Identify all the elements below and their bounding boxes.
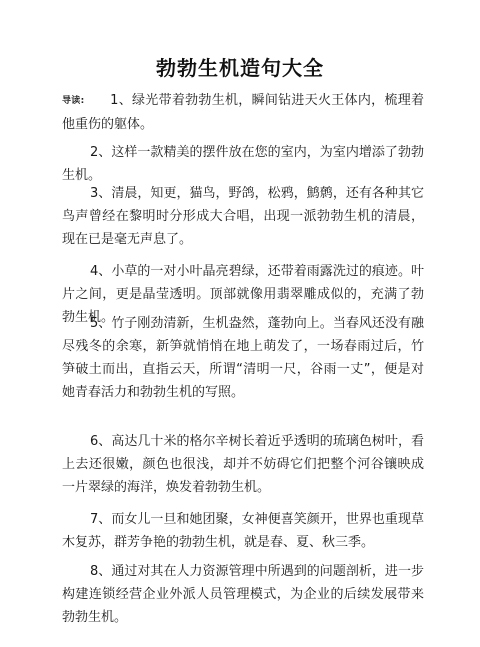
paragraph-3	[62, 182, 424, 251]
paragraph-1	[62, 89, 424, 136]
paragraph-5	[62, 312, 424, 404]
paragraph-1-text: 1、绿光带着勃勃生机，瞬间钻进天火王体内，梳理着他重伤的躯体。	[62, 93, 424, 132]
paragraph-7-text: 7、而女儿一旦和她团聚，女神便喜笑颜开，世界也重现草木复苏，群芳争艳的勃勃生机，就是春、夏、秋三季。	[62, 512, 424, 550]
paragraph-2	[62, 141, 424, 187]
paragraph-3-text: 3、清晨，知更，猫鸟，野鸽，松鸦，鹪鹩，还有各种其它鸟声曾经在黎明时分形成大合唱，出现一派勃勃生机的清晨，现在已是毫无声息了。	[62, 186, 424, 247]
paragraph-8-text: 8、通过对其在人力资源管理中所遇到的问题剖析，进一步构建连锁经营企业外派人员管理模式，为企业的后续发展带来勃勃生机。	[62, 564, 424, 625]
paragraph-2-text: 2、这样一款精美的摆件放在您的室内，为室内增添了勃勃生机。	[62, 145, 424, 183]
document-title: 勃勃生机造句大全	[156, 56, 324, 80]
paragraph-5-text: 5、竹子刚劲清新，生机盎然，蓬勃向上。当春风还没有融尽残冬的余寒，新笋就悄悄在地上萌发了，一场春雨过后，竹笋破土而出，直指云天，所谓“清明一尺，谷雨一丈”，便是对她青春活力和勃勃生机的写照。	[62, 316, 424, 400]
paragraph-8	[62, 560, 424, 629]
paragraph-6-text: 6、高达几十米的格尔辛树长着近乎透明的琉璃色树叶，看上去还很嫩，颜色也很浅，却并不妨碍它们把整个河谷镶映成一片翠绿的海洋，焕发着勃勃生机。	[62, 434, 424, 495]
lead-label: 导读:	[62, 96, 85, 106]
paragraph-7	[62, 508, 424, 554]
paragraph-4-text: 4、小草的一对小叶晶亮碧绿，还带着雨露洗过的痕迹。叶片之间，更是晶莹透明。顶部就像用翡翠雕成似的，充满了勃勃生机。	[62, 264, 424, 325]
paragraph-6	[62, 430, 424, 499]
